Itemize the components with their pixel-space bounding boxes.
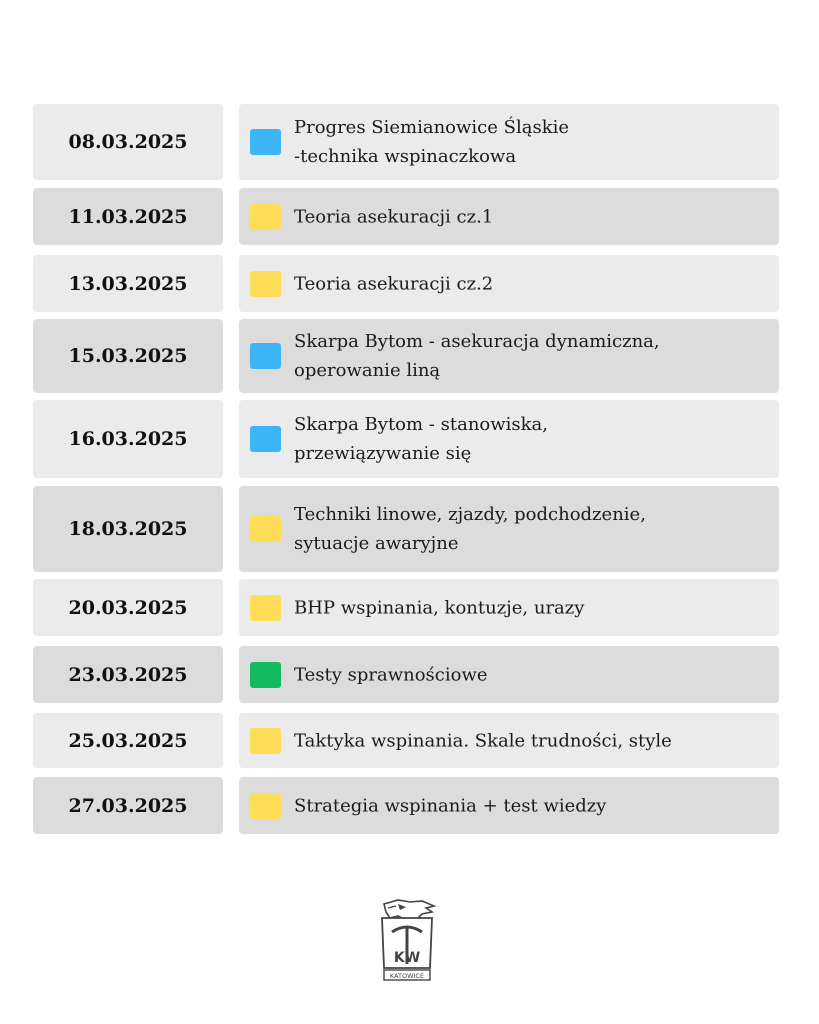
date-cell: 13.03.2025: [33, 255, 223, 312]
topic-cell: [239, 255, 779, 312]
topic-text: Techniki linowe, zjazdy, podchodzenie, sytuacje awaryjne: [294, 504, 646, 554]
schedule-row: [33, 188, 779, 245]
schedule-row: [33, 646, 779, 703]
category-swatch-green: [250, 662, 281, 688]
topic-cell: [239, 104, 779, 180]
topic-cell: [239, 400, 779, 478]
schedule-row: [33, 400, 779, 478]
date-cell: 18.03.2025: [33, 486, 223, 572]
topic-text: Testy sprawnościowe: [294, 664, 488, 685]
schedule-row: [33, 319, 779, 393]
schedule-row: [33, 713, 779, 768]
topic-cell: [239, 579, 779, 636]
date-cell: 27.03.2025: [33, 777, 223, 834]
topic-cell: [239, 646, 779, 703]
topic-text: BHP wspinania, kontuzje, urazy: [294, 597, 585, 618]
topic-cell: [239, 777, 779, 834]
category-swatch-yellow: [250, 793, 281, 819]
topic-text: Skarpa Bytom - stanowiska, przewiązywanie się: [294, 414, 549, 464]
topic-cell: [239, 713, 779, 768]
date-cell: 11.03.2025: [33, 188, 223, 245]
schedule-row: [33, 486, 779, 572]
topic-text: Skarpa Bytom - asekuracja dynamiczna, operowanie liną: [294, 331, 660, 381]
topic-cell: [239, 188, 779, 245]
category-swatch-yellow: [250, 728, 281, 754]
topic-cell: [239, 319, 779, 393]
category-swatch-yellow: [250, 271, 281, 297]
topic-text: Strategia wspinania + test wiedzy: [294, 795, 607, 816]
svg-text:KW: KW: [393, 950, 421, 966]
topic-text: Progres Siemianowice Śląskie -technika wspinaczkowa: [294, 117, 570, 167]
date-cell: 08.03.2025: [33, 104, 223, 180]
date-cell: 20.03.2025: [33, 579, 223, 636]
kw-katowice-logo-icon: [376, 898, 438, 984]
topic-cell: [239, 486, 779, 572]
topic-text: Teoria asekuracji cz.1: [294, 206, 494, 227]
topic-text: Taktyka wspinania. Skale trudności, style: [294, 730, 672, 751]
category-swatch-yellow: [250, 516, 281, 542]
date-cell: 23.03.2025: [33, 646, 223, 703]
schedule-row: [33, 579, 779, 636]
schedule-row: [33, 777, 779, 834]
category-swatch-blue: [250, 343, 281, 369]
schedule-row: [33, 255, 779, 312]
category-swatch-blue: [250, 426, 281, 452]
date-cell: 25.03.2025: [33, 713, 223, 768]
date-cell: 15.03.2025: [33, 319, 223, 393]
svg-text:KATOWICE: KATOWICE: [389, 972, 425, 980]
topic-text: Teoria asekuracji cz.2: [294, 273, 494, 294]
date-cell: 16.03.2025: [33, 400, 223, 478]
category-swatch-yellow: [250, 595, 281, 621]
category-swatch-blue: [250, 129, 281, 155]
category-swatch-yellow: [250, 204, 281, 230]
schedule-row: [33, 104, 779, 180]
